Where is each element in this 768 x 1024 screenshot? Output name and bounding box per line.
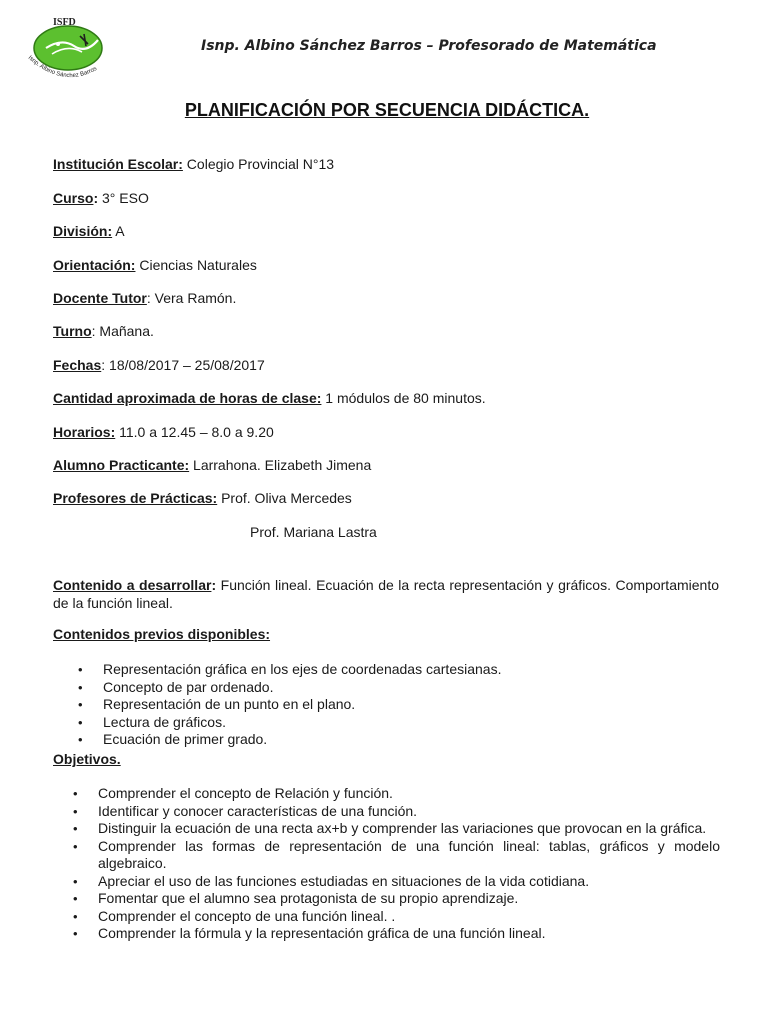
field-profesores: Profesores de Prácticas: Prof. Oliva Mercedes [53,490,352,506]
field-orientacion: Orientación: Ciencias Naturales [53,257,257,273]
institute-title: Isnp. Albino Sánchez Barros – Profesorado de Matemática [201,38,657,54]
field-institucion: Institución Escolar: Colegio Provincial N°13 [53,156,335,172]
list-item: • Identificar y conocer características de una función. [98,803,720,821]
list-item: • Representación de un punto en el plano. [103,696,723,714]
logo-top-text: ISFD [53,17,76,28]
contenido-a-desarrollar: Contenido a desarrollar: Función lineal. Ecuación de la recta representación y gráficos. Comportamiento de la función lineal. [53,577,719,611]
previos-list [103,661,723,749]
field-horarios: Horarios: 11.0 a 12.45 – 8.0 a 9.20 [53,424,274,440]
objetivos-heading: Objetivos. [53,751,121,767]
field-docente-tutor: Docente Tutor: Vera Ramón. [53,290,237,306]
list-item: • Representación gráfica en los ejes de coordenadas cartesianas. [103,661,723,679]
logo-arc-text: Isnp. Albino Sánchez Barros [26,55,98,80]
list-item: • Fomentar que el alumno sea protagonista de su propio aprendizaje. [98,890,720,908]
field-alumno-practicante: Alumno Practicante: Larrahona. Elizabeth Jimena [53,457,372,473]
list-item: • Apreciar el uso de las funciones estudiadas en situaciones de la vida cotidiana. [98,873,720,891]
list-item: • Comprender el concepto de Relación y función. [98,785,720,803]
field-profesores-second: Prof. Mariana Lastra [250,524,377,540]
field-turno: Turno: Mañana. [53,323,154,339]
field-fechas: Fechas: 18/08/2017 – 25/08/2017 [53,357,265,373]
document-title: PLANIFICACIÓN POR SECUENCIA DIDÁCTICA. [184,100,590,120]
list-item: • Comprender las formas de representación de una función lineal: tablas, gráficos y modelo algebraico. [98,838,720,873]
list-item: • Comprender la fórmula y la representación gráfica de una función lineal. [98,925,720,943]
field-division: División: A [53,223,125,239]
list-item: • Ecuación de primer grado. [103,731,723,749]
field-curso: Curso: 3° ESO [53,190,149,206]
list-item: • Comprender el concepto de una función lineal. . [98,908,720,926]
field-cantidad-horas: Cantidad aproximada de horas de clase: 1 módulos de 80 minutos. [53,390,486,406]
list-item: • Concepto de par ordenado. [103,679,723,697]
page-header [0,0,768,90]
objetivos-list [98,785,720,943]
isfd-logo [22,14,114,84]
list-item: • Lectura de gráficos. [103,714,723,732]
previos-heading: Contenidos previos disponibles: [53,626,271,642]
list-item: • Distinguir la ecuación de una recta ax+b y comprender las variaciones que provocan en la gráfica. [98,820,720,838]
